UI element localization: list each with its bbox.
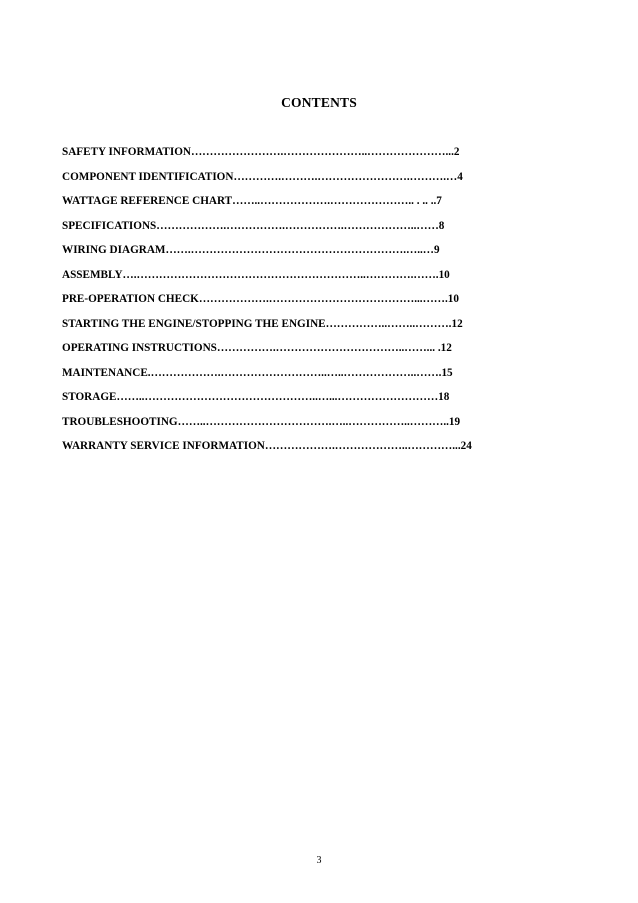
page-title: CONTENTS [281, 95, 357, 110]
toc-entry-safety-information: SAFETY INFORMATION…………………….…………………..…………………...2 [62, 146, 460, 158]
table-of-contents [62, 145, 532, 464]
toc-entry-troubleshooting: TROUBLESHOOTING……..…………………………….…..……………..………..19 [62, 415, 461, 428]
toc-entry-storage: STORAGE……..………………………………………..…...………………………18 [62, 391, 450, 403]
toc-entry-pre-operation-check: PRE-OPERATION CHECK……………….…………………………………...…….10 [62, 293, 459, 305]
page-number: 3 [316, 855, 322, 866]
toc-entry-maintenance: MAINTENANCE.……………….………………………..…..………………..…….15 [62, 366, 453, 379]
toc-entry-wiring-diagram: WIRING DIAGRAM…….………………………………………………….…..…9 [62, 244, 440, 256]
toc-entry-operating-instructions: OPERATING INSTRUCTIONS…………….……………………………..……... .12 [62, 342, 452, 354]
toc-entry-assembly: ASSEMBLY….……………………………………………………..………….…….10 [62, 268, 450, 281]
toc-entry-specifications: SPECIFICATIONS……………….…………….…………….………………..……8 [62, 219, 445, 232]
toc-entry-warranty-service-information: WARRANTY SERVICE INFORMATION……………….………………..…………...24 [62, 440, 472, 452]
toc-entry-starting-stopping-engine: STARTING THE ENGINE/STOPPING THE ENGINE……………..……..……….12 [62, 317, 463, 330]
toc-entry-wattage-reference-chart: WATTAGE REFERENCE CHART……..……………….………………….. . .. ..7 [62, 195, 442, 207]
toc-entry-component-identification: COMPONENT IDENTIFICATION………….……….…………………….……….…4 [62, 170, 463, 183]
